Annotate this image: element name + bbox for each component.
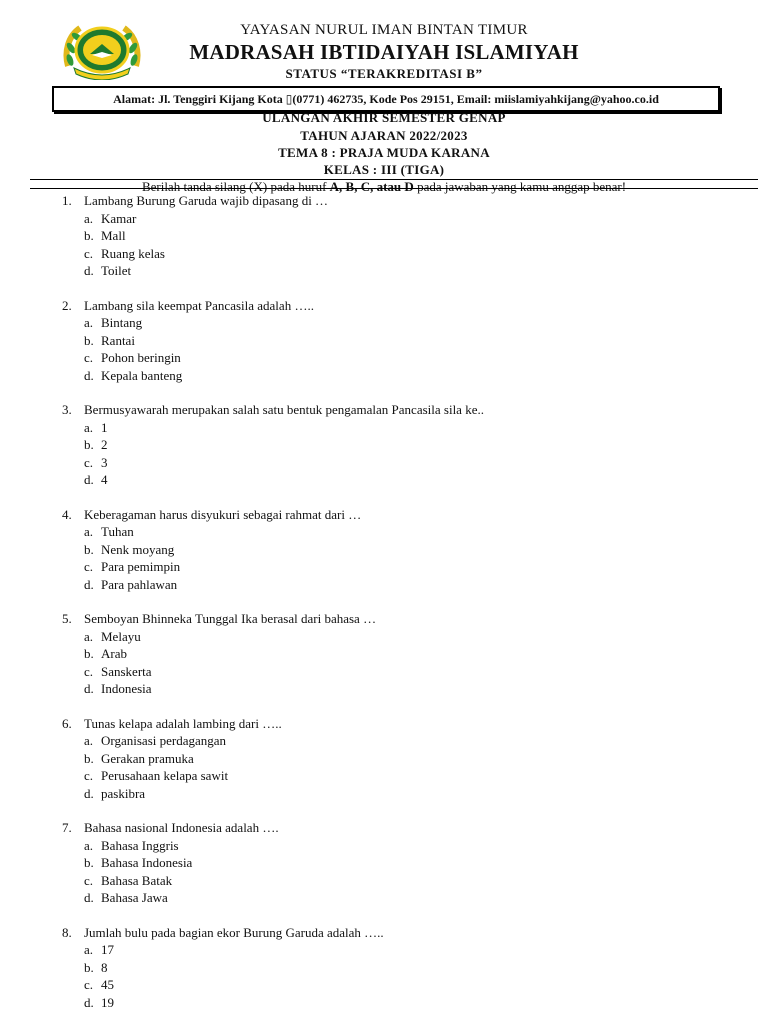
option-letter: c. xyxy=(84,768,94,783)
instruction-suffix: pada jawaban yang kamu anggap benar! xyxy=(413,179,627,194)
answer-option[interactable] xyxy=(0,333,768,351)
option-letter: d. xyxy=(84,994,94,1010)
option-text: Toilet xyxy=(101,263,132,278)
question-number: 7. xyxy=(62,820,72,835)
option-letter: b. xyxy=(84,228,94,243)
question-line xyxy=(0,402,768,420)
question-number: 6. xyxy=(62,715,72,731)
option-text: Bahasa Indonesia xyxy=(101,855,193,870)
question-item xyxy=(0,611,768,699)
option-letter: b. xyxy=(84,959,94,975)
question-item xyxy=(0,716,768,804)
option-letter: a. xyxy=(84,419,94,435)
option-letter: d. xyxy=(84,785,94,801)
option-text: Bahasa Batak xyxy=(101,872,173,888)
accreditation-status: STATUS “TERAKREDITASI B” xyxy=(285,66,483,81)
option-letter: d. xyxy=(84,681,94,696)
school-name: MADRASAH IBTIDAIYAH ISLAMIYAH xyxy=(189,40,579,64)
answer-option[interactable] xyxy=(0,977,768,995)
answer-option[interactable] xyxy=(0,315,768,333)
option-letter: a. xyxy=(84,733,94,748)
option-text: Gerakan pramuka xyxy=(101,750,194,766)
question-number: 1. xyxy=(62,193,72,208)
option-letter: b. xyxy=(84,332,94,348)
instruction-letters: A, B, C, atau D xyxy=(329,179,414,194)
question-number: 2. xyxy=(62,297,72,313)
divider-bottom xyxy=(30,188,758,189)
option-letter: a. xyxy=(84,524,94,539)
exam-theme: TEMA 8 : PRAJA MUDA KARANA xyxy=(278,145,490,160)
option-text: 45 xyxy=(101,977,114,992)
question-number: 5. xyxy=(62,611,72,626)
question-text: Jumlah bulu pada bagian ekor Burung Garuda adalah ….. xyxy=(84,924,384,940)
option-text: 4 xyxy=(101,472,108,487)
option-letter: d. xyxy=(84,472,94,487)
question-item xyxy=(0,402,768,490)
option-letter: d. xyxy=(84,890,94,905)
question-line xyxy=(0,716,768,734)
question-text: Tunas kelapa adalah lambing dari ….. xyxy=(84,715,282,731)
answer-option[interactable] xyxy=(0,646,768,664)
option-letter: a. xyxy=(84,210,94,226)
answer-option[interactable] xyxy=(0,629,768,647)
answer-option[interactable] xyxy=(0,211,768,229)
option-letter: d. xyxy=(84,263,94,278)
answer-option[interactable] xyxy=(0,873,768,891)
answer-option[interactable] xyxy=(0,524,768,542)
option-text: Pohon beringin xyxy=(101,350,181,365)
question-number: 3. xyxy=(62,402,72,417)
question-text: Semboyan Bhinneka Tunggal Ika berasal dari bahasa … xyxy=(84,611,377,626)
answer-option[interactable] xyxy=(0,942,768,960)
option-text: Para pemimpin xyxy=(101,559,181,574)
class-label: KELAS : III (TIGA) xyxy=(323,162,445,177)
question-text: Keberagaman harus disyukuri sebagai rahmat dari … xyxy=(84,506,362,522)
answer-option[interactable] xyxy=(0,472,768,490)
option-text: Ruang kelas xyxy=(101,245,165,261)
answer-option[interactable] xyxy=(0,733,768,751)
question-item xyxy=(0,507,768,595)
question-text: Bermusyawarah merupakan salah satu bentuk pengamalan Pancasila sila ke.. xyxy=(84,402,484,417)
question-line xyxy=(0,298,768,316)
option-letter: a. xyxy=(84,942,94,957)
option-text: paskibra xyxy=(101,785,146,801)
option-letter: c. xyxy=(84,663,94,679)
answer-option[interactable] xyxy=(0,768,768,786)
option-text: 1 xyxy=(101,419,108,435)
foundation-name: YAYASAN NURUL IMAN BINTAN TIMUR xyxy=(240,22,528,38)
answer-option[interactable] xyxy=(0,420,768,438)
question-text: Bahasa nasional Indonesia adalah …. xyxy=(84,820,279,835)
option-text: 3 xyxy=(101,454,108,470)
option-text: Mall xyxy=(101,228,126,243)
question-item xyxy=(0,298,768,386)
option-letter: c. xyxy=(84,977,94,992)
option-text: 19 xyxy=(101,994,114,1010)
question-item xyxy=(0,925,768,1013)
option-text: Nenk moyang xyxy=(101,541,175,557)
option-text: Melayu xyxy=(101,628,141,644)
option-text: Tuhan xyxy=(101,524,134,539)
school-address: Alamat: Jl. Tenggiri Kijang Kota ▯(0771) 462735, Kode Pos 29151, Email: miislamiyahkijang@yahoo.co.id xyxy=(52,86,720,112)
option-letter: a. xyxy=(84,628,94,644)
option-letter: b. xyxy=(84,855,94,870)
option-letter: a. xyxy=(84,837,94,853)
option-letter: c. xyxy=(84,454,94,470)
option-letter: b. xyxy=(84,646,94,661)
option-letter: c. xyxy=(84,559,94,574)
option-text: 2 xyxy=(101,437,108,452)
option-letter: b. xyxy=(84,437,94,452)
academic-year: TAHUN AJARAN 2022/2023 xyxy=(300,128,468,143)
option-letter: b. xyxy=(84,541,94,557)
answer-option[interactable] xyxy=(0,350,768,368)
answer-option[interactable] xyxy=(0,455,768,473)
option-text: Arab xyxy=(101,646,127,661)
answer-option[interactable] xyxy=(0,890,768,908)
option-text: Organisasi perdagangan xyxy=(101,733,227,748)
option-letter: d. xyxy=(84,367,94,383)
answer-option[interactable] xyxy=(0,960,768,978)
question-list xyxy=(0,193,768,1029)
option-letter: c. xyxy=(84,245,94,261)
answer-option[interactable] xyxy=(0,751,768,769)
question-line xyxy=(0,611,768,629)
answer-option[interactable] xyxy=(0,577,768,595)
option-text: Bintang xyxy=(101,315,143,330)
answer-option[interactable] xyxy=(0,855,768,873)
answer-option[interactable] xyxy=(0,246,768,264)
answer-option[interactable] xyxy=(0,664,768,682)
question-number: 4. xyxy=(62,506,72,522)
instruction-prefix: Berilah tanda silang (X) pada huruf xyxy=(141,179,330,194)
question-item xyxy=(0,193,768,281)
option-text: Rantai xyxy=(101,332,135,348)
question-line xyxy=(0,193,768,211)
question-text: Lambang Burung Garuda wajib dipasang di … xyxy=(84,193,329,208)
answer-option[interactable] xyxy=(0,681,768,699)
answer-option[interactable] xyxy=(0,263,768,281)
answer-option[interactable] xyxy=(0,368,768,386)
answer-option[interactable] xyxy=(0,228,768,246)
option-text: Sanskerta xyxy=(101,663,152,679)
option-text: Para pahlawan xyxy=(101,576,178,592)
question-line xyxy=(0,820,768,838)
question-line xyxy=(0,507,768,525)
question-text: Lambang sila keempat Pancasila adalah ….. xyxy=(84,297,314,313)
option-letter: d. xyxy=(84,576,94,592)
option-text: Kamar xyxy=(101,210,137,226)
answer-option[interactable] xyxy=(0,838,768,856)
answer-option[interactable] xyxy=(0,786,768,804)
answer-option[interactable] xyxy=(0,995,768,1013)
option-letter: c. xyxy=(84,872,94,888)
question-number: 8. xyxy=(62,924,72,940)
option-text: 8 xyxy=(101,959,108,975)
option-letter: b. xyxy=(84,750,94,766)
option-text: Kepala banteng xyxy=(101,367,183,383)
question-item xyxy=(0,820,768,908)
option-letter: a. xyxy=(84,315,94,330)
option-text: Perusahaan kelapa sawit xyxy=(101,768,229,783)
option-text: Bahasa Inggris xyxy=(101,837,179,853)
option-text: Indonesia xyxy=(101,681,152,696)
option-text: Bahasa Jawa xyxy=(101,890,168,905)
question-line xyxy=(0,925,768,943)
exam-title: ULANGAN AKHIR SEMESTER GENAP xyxy=(262,110,506,125)
option-text: 17 xyxy=(101,942,114,957)
answer-option[interactable] xyxy=(0,542,768,560)
answer-option[interactable] xyxy=(0,437,768,455)
option-letter: c. xyxy=(84,350,94,365)
answer-option[interactable] xyxy=(0,559,768,577)
